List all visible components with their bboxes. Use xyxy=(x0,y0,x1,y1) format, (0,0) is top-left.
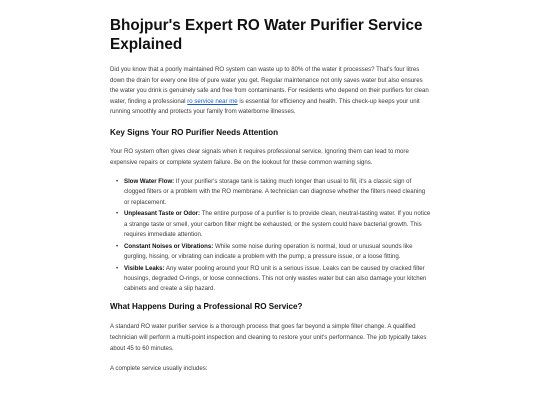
service-paragraph: A standard RO water purifier service is a thorough process that goes far beyond a simple filter change. A qualified technician will perform a multi-point inspection and cleaning to restore your unit's performance. The job typically takes about 45 to 60 minutes. xyxy=(110,323,427,352)
bullet-icon: • xyxy=(116,242,119,250)
list-item-text: While some noise during operation is normal, loud or unusual sounds like gurgling, hissing, or vibrating can indicate a problem with the pump, a pressure issue, or a loose fitting. xyxy=(124,242,413,260)
list-item-label: Visible Leaks: xyxy=(124,264,165,272)
section-heading-professional-service: What Happens During a Professional RO Service? xyxy=(110,302,303,312)
list-item xyxy=(116,242,432,262)
includes-paragraph: A complete service usually includes: xyxy=(110,365,208,373)
intro-paragraph xyxy=(110,65,432,118)
section-heading-key-signs: Key Signs Your RO Purifier Needs Attention xyxy=(110,127,279,137)
list-item xyxy=(116,264,432,295)
intro-text-after-link: is essential for efficiency and health. This check-up keeps your unit running smoothly and protects your family from waterborne illnesses. xyxy=(110,97,420,116)
list-item xyxy=(116,209,432,240)
list-item-text: The entire purpose of a purifier is to provide clean, neutral-tasting water. If you notice a strange taste or smell, your carbon filter might be exhausted, or the system could have bacterial growth. This requires immediate attention. xyxy=(124,210,431,238)
list-item-text: Any water pooling around your RO unit is a serious issue. Leaks can be caused by cracked filter housings, degraded O-rings, or loose connections. This not only wastes water but can also damage your kitchen cabinets and create a slip hazard. xyxy=(124,264,427,293)
bullet-icon: • xyxy=(116,178,119,186)
bullet-icon: • xyxy=(116,210,119,218)
list-item-text: If your purifier's storage tank is taking much longer than usual to fill, it's a classic sign of clogged filters or a problem with the RO membrane. A technician can diagnose whether the filters need cleaning or replacement. xyxy=(124,178,426,206)
bullet-icon: • xyxy=(116,264,119,272)
list-item-label: Constant Noises or Vibrations: xyxy=(124,242,214,250)
page-title: Bhojpur's Expert RO Water Purifier Service Explained xyxy=(110,17,423,53)
intro-text-before-link: Did you know that a poorly maintained RO system can waste up to 80% of the water it processes? That's four litres down the drain for every one litre of pure water you get. Regular maintenance not only saves water but also ensures the water you drink is genuinely safe and free from contaminants. For residents who depend on their purifiers for clean water, finding a professional xyxy=(110,66,429,105)
list-item-label: Unpleasant Taste or Odor: xyxy=(124,210,201,218)
list-item xyxy=(116,177,432,208)
signs-intro-paragraph: Your RO system often gives clear signals when it requires professional service. Ignoring them can lead to more expensive repairs or complete system failure. Be on the lookout for these common warning signs. xyxy=(110,147,409,166)
ro-service-near-me-link[interactable]: ro service near me xyxy=(187,97,238,105)
warning-signs-list xyxy=(110,177,432,294)
article xyxy=(110,16,432,375)
list-item-label: Slow Water Flow: xyxy=(124,178,175,186)
